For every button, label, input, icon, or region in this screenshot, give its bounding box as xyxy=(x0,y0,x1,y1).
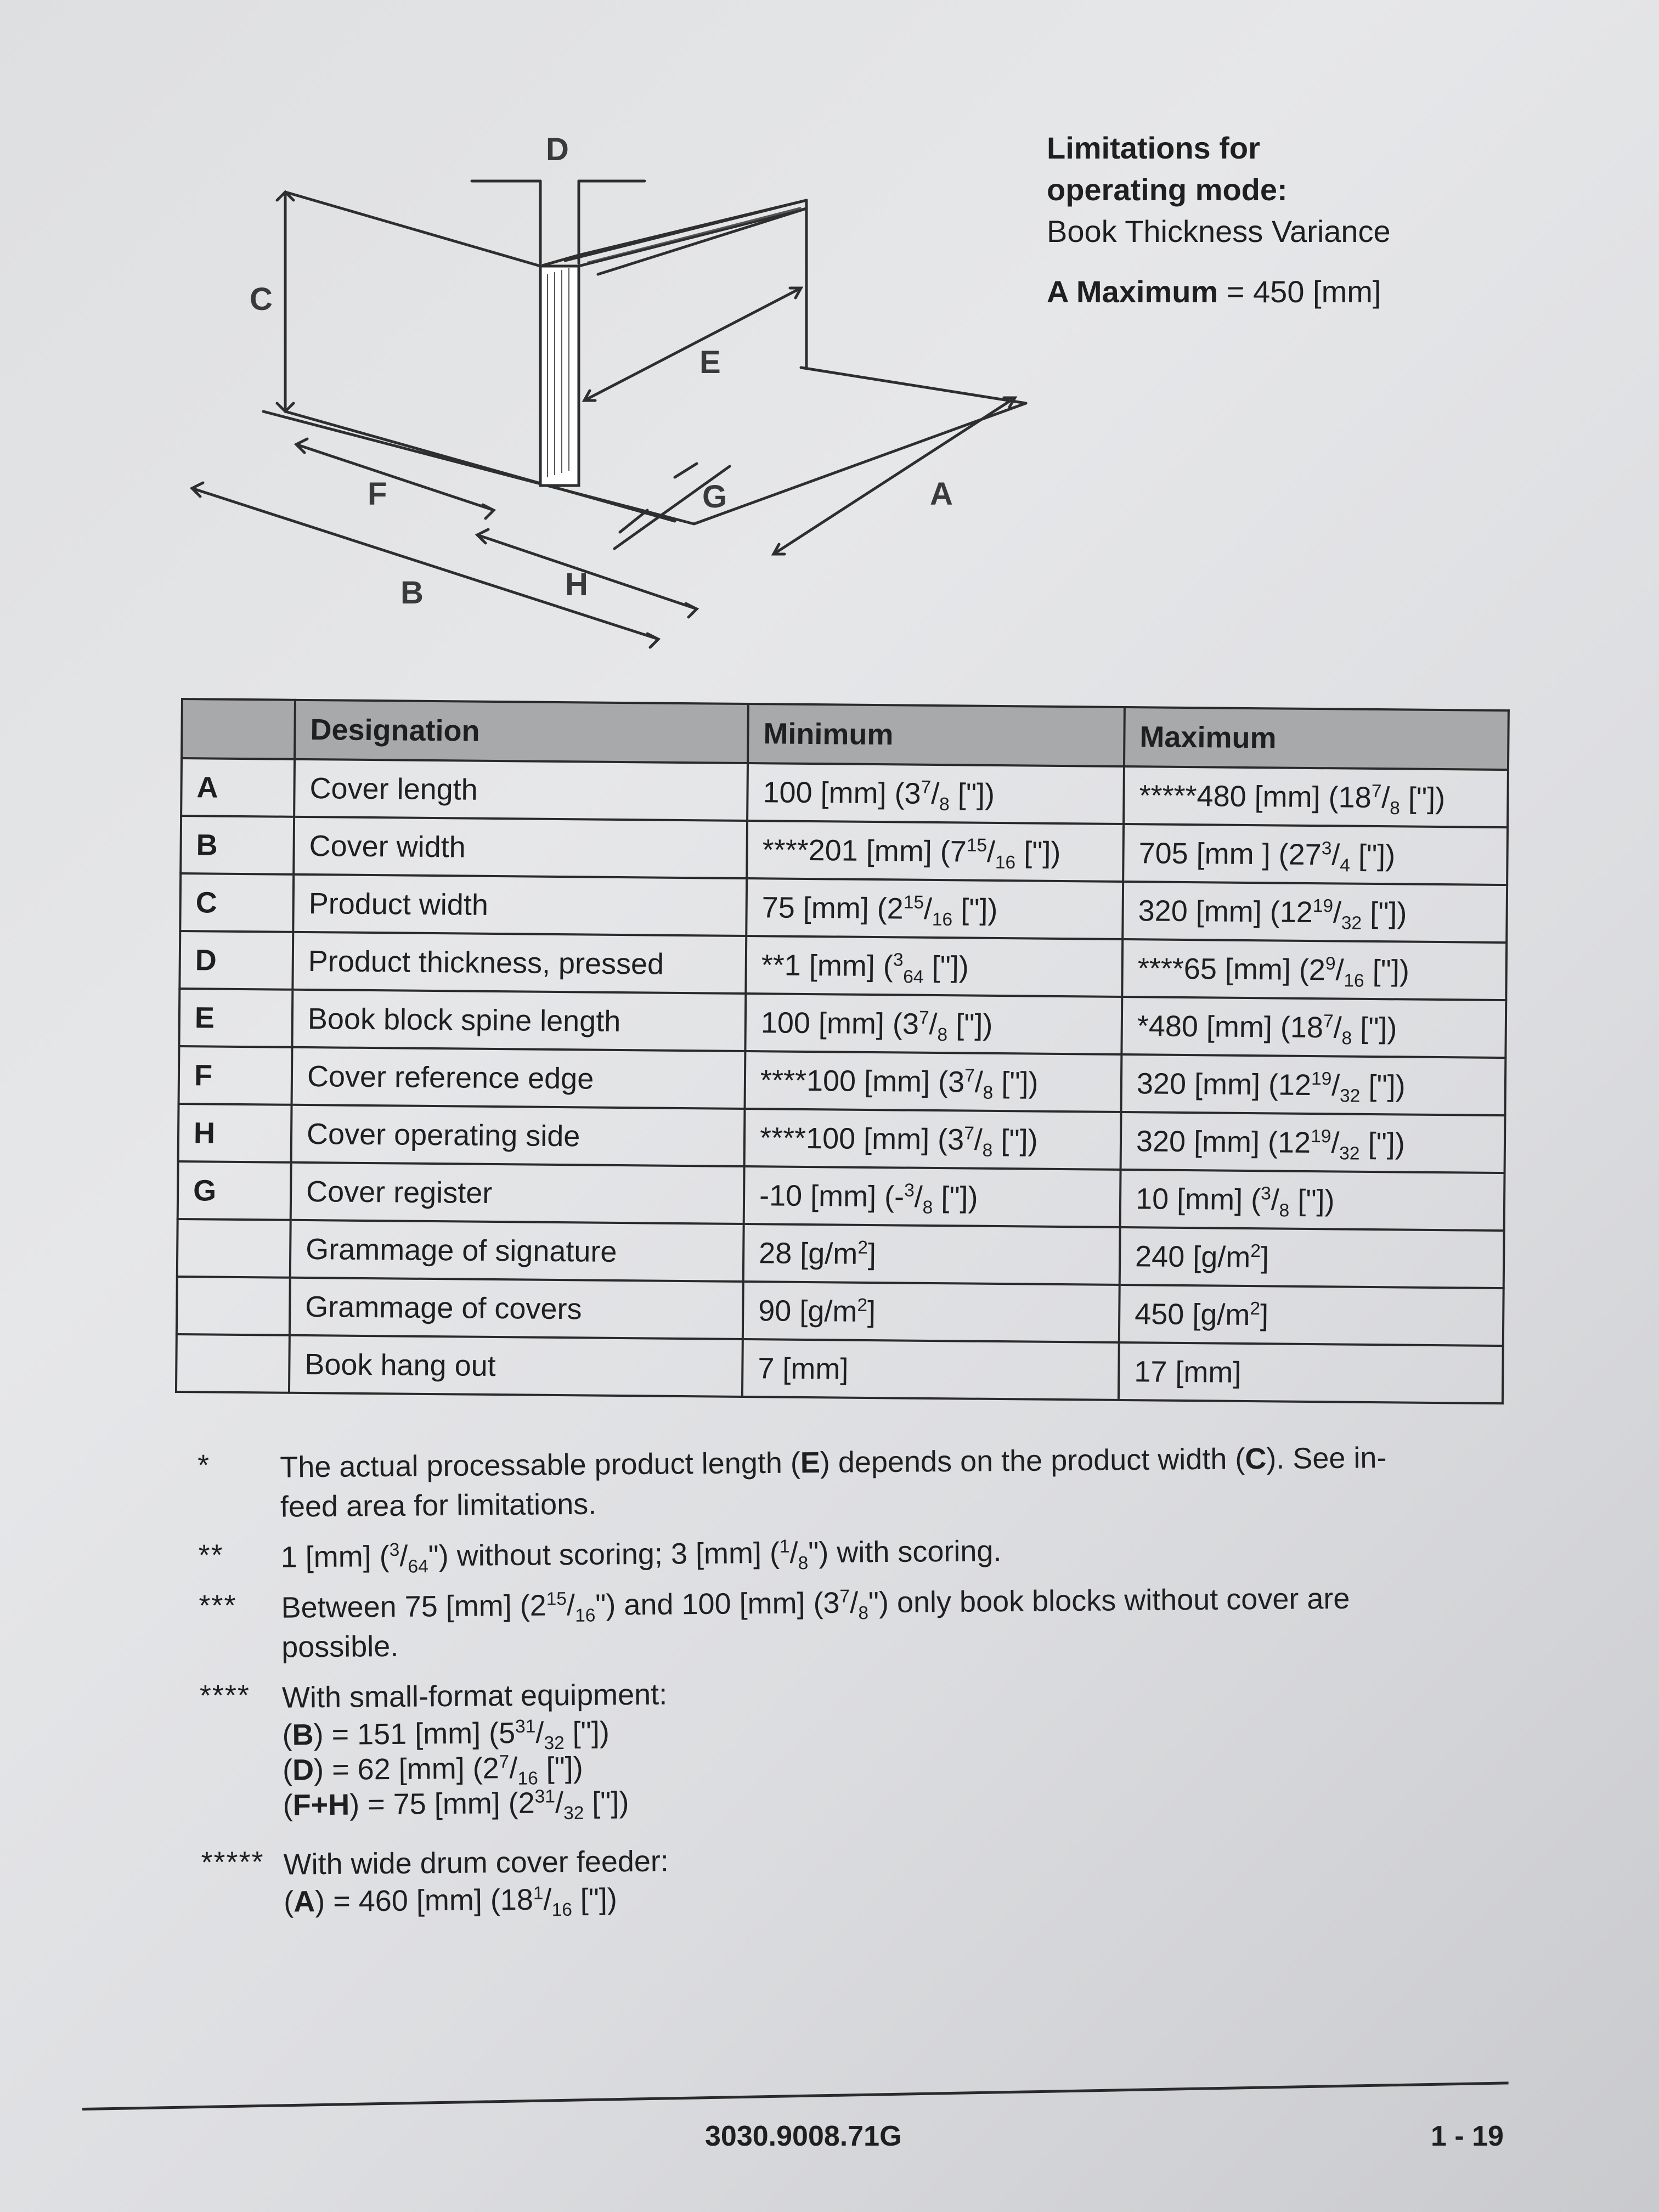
value-text: 90 [g/m xyxy=(758,1294,857,1328)
note-text: ["]) xyxy=(572,1882,618,1916)
footnote-5 xyxy=(201,1834,1518,1920)
note-text: ") and 100 [mm] (3 xyxy=(595,1586,840,1622)
note-text: ["]) xyxy=(583,1786,629,1819)
fraction-num: 3 xyxy=(904,1180,915,1201)
fraction-den: 8 xyxy=(937,1024,948,1045)
fraction-num: 31 xyxy=(534,1786,556,1807)
fraction-den: 8 xyxy=(798,1553,809,1574)
value-text: 28 [g/m xyxy=(758,1236,858,1271)
row-designation: Product width xyxy=(293,874,747,936)
fraction-slash: / xyxy=(1331,1126,1340,1159)
footnote-text xyxy=(281,1577,1516,1667)
value-text: ["]) xyxy=(1360,1069,1406,1103)
dimension-drawing xyxy=(181,126,1048,653)
footnote-text xyxy=(280,1437,1515,1527)
row-designation: Grammage of signature xyxy=(290,1220,744,1282)
fraction-slash: / xyxy=(930,777,940,810)
footnote-mark: ***** xyxy=(201,1845,264,1879)
footnote-2 xyxy=(198,1527,1515,1578)
value-text: ["]) xyxy=(923,950,969,984)
fraction-num: 3 xyxy=(1261,1183,1272,1204)
value-text: ["]) xyxy=(1362,896,1407,930)
label-a: A xyxy=(930,476,953,512)
row-minimum xyxy=(745,994,1122,1054)
row-key: D xyxy=(179,931,293,990)
fraction-num: 1 xyxy=(533,1883,544,1904)
fraction-den: 8 xyxy=(983,1082,994,1103)
value-text: **1 [mm] ( xyxy=(761,948,894,983)
document-number: 3030.9008.71G xyxy=(705,2120,902,2152)
header-minimum: Minimum xyxy=(748,704,1125,766)
footnote-3 xyxy=(199,1577,1516,1668)
value-text: 705 [mm ] (27 xyxy=(1138,836,1322,871)
fraction-num: 3 xyxy=(1321,838,1332,859)
fraction-num: 1 xyxy=(779,1536,790,1557)
row-maximum xyxy=(1119,1342,1503,1403)
value-text: ["]) xyxy=(952,892,998,926)
footnote-text xyxy=(282,1667,1517,1823)
fraction-den: 32 xyxy=(544,1733,565,1754)
value-text: *****480 [mm] (18 xyxy=(1139,778,1372,814)
row-designation: Cover reference edge xyxy=(292,1047,746,1109)
fraction-slash: / xyxy=(1333,895,1342,929)
note-text: ) = 460 [mm] (18 xyxy=(314,1883,534,1918)
fraction-slash: / xyxy=(535,1716,544,1750)
fraction-den: 16 xyxy=(995,852,1016,873)
row-maximum xyxy=(1121,1054,1505,1115)
footnote-mark: *** xyxy=(199,1589,237,1622)
row-key: F xyxy=(179,1046,292,1105)
fraction-num: 7 xyxy=(499,1752,510,1773)
fraction-num: 2 xyxy=(857,1295,868,1316)
note-text: ( xyxy=(282,1753,293,1787)
fraction-num: 15 xyxy=(966,835,988,856)
note-text: ) depends on the product width ( xyxy=(820,1442,1245,1480)
note-text: ") without scoring; 3 [mm] ( xyxy=(428,1536,780,1573)
header-designation: Designation xyxy=(295,700,748,763)
fraction-den: 16 xyxy=(517,1768,538,1789)
label-e: E xyxy=(699,345,721,380)
value-text: 100 [mm] (3 xyxy=(763,775,921,810)
fraction-slash: / xyxy=(1381,781,1390,814)
footnotes xyxy=(198,1437,1519,1931)
fraction-num: 19 xyxy=(1311,1126,1331,1147)
note-text: ["]) xyxy=(564,1716,610,1750)
row-maximum xyxy=(1119,1285,1504,1346)
value-text: ["]) xyxy=(1364,953,1410,988)
header-maximum: Maximum xyxy=(1124,707,1509,770)
row-key: C xyxy=(180,873,294,932)
row-key: A xyxy=(181,758,295,817)
row-minimum xyxy=(744,1166,1121,1227)
fraction-slash: / xyxy=(399,1539,408,1573)
note-intro: With small-format equipment: xyxy=(281,1678,668,1714)
note-text: Between 75 [mm] (2 xyxy=(281,1589,547,1624)
note-text: feed area for limitations. xyxy=(280,1487,597,1523)
fraction-den: 32 xyxy=(1339,1085,1361,1107)
fraction-den: 16 xyxy=(551,1899,573,1921)
row-designation: Cover width xyxy=(294,817,747,878)
value-text: ["]) xyxy=(947,1007,993,1041)
fraction-den: 8 xyxy=(922,1197,933,1218)
row-minimum xyxy=(747,763,1124,824)
row-key: E xyxy=(179,989,292,1047)
fraction-slash: / xyxy=(789,1536,798,1570)
note-text: possible. xyxy=(281,1629,399,1664)
value-text: ] xyxy=(1260,1298,1269,1331)
fraction-slash: / xyxy=(923,892,933,926)
footnote-4 xyxy=(200,1667,1517,1824)
fraction-slash: / xyxy=(986,835,996,868)
value-text: ["]) xyxy=(1289,1183,1335,1217)
value-text: 320 [mm] (12 xyxy=(1136,1066,1312,1102)
limitations-title-line2: operating mode: xyxy=(1047,172,1288,207)
row-key: B xyxy=(180,816,294,874)
fraction-num: 2 xyxy=(857,1237,868,1258)
a-maximum xyxy=(1047,271,1541,313)
row-maximum xyxy=(1123,824,1508,885)
fraction-den: 8 xyxy=(982,1140,993,1161)
row-designation: Grammage of covers xyxy=(290,1278,743,1339)
value-text: ] xyxy=(867,1237,877,1271)
value-text: 17 [mm] xyxy=(1134,1355,1242,1389)
note-key: B xyxy=(292,1718,314,1752)
fraction-slash: / xyxy=(914,1180,923,1214)
value-text: 450 [g/m xyxy=(1135,1297,1250,1331)
value-text: 320 [mm] (12 xyxy=(1138,894,1313,929)
value-text: *480 [mm] (18 xyxy=(1137,1009,1324,1044)
value-text: ["]) xyxy=(1400,781,1446,815)
value-text: ["]) xyxy=(1351,1011,1397,1045)
note-text: ") only book blocks without cover are xyxy=(868,1582,1350,1620)
row-maximum xyxy=(1121,1112,1505,1173)
value-text: ****65 [mm] (2 xyxy=(1137,951,1326,986)
fraction-num: 7 xyxy=(921,777,932,798)
row-maximum xyxy=(1122,882,1507,943)
fraction-den: 32 xyxy=(563,1803,584,1824)
row-maximum xyxy=(1124,766,1508,827)
footnote-text xyxy=(280,1527,1515,1577)
fraction-slash: / xyxy=(1333,1011,1342,1044)
footnote-mark: * xyxy=(198,1448,211,1482)
label-c: C xyxy=(250,281,273,317)
fraction-num: 3 xyxy=(893,949,904,970)
row-minimum xyxy=(743,1224,1120,1285)
fraction-num: 7 xyxy=(1371,781,1382,802)
note-key: C xyxy=(1245,1442,1267,1476)
row-minimum xyxy=(746,878,1123,939)
fraction-slash: / xyxy=(566,1589,575,1622)
limitations-panel xyxy=(1047,127,1541,313)
page-number: 1 - 19 xyxy=(1431,2120,1504,2152)
fraction-den: 16 xyxy=(932,909,953,930)
fraction-num: 7 xyxy=(918,1007,929,1028)
a-maximum-value: = 450 [mm] xyxy=(1218,274,1381,309)
table-body xyxy=(176,758,1508,1403)
value-text: 320 [mm] (12 xyxy=(1136,1124,1311,1159)
row-designation: Book block spine length xyxy=(292,990,746,1051)
row-minimum xyxy=(745,1051,1122,1112)
row-key: H xyxy=(178,1104,292,1163)
fraction-den: 8 xyxy=(858,1603,869,1624)
row-designation: Book hang out xyxy=(289,1335,743,1397)
fraction-num: 7 xyxy=(1323,1011,1334,1031)
table-header-row xyxy=(182,699,1509,770)
row-minimum xyxy=(742,1339,1119,1400)
value-text: ["]) xyxy=(992,1123,1038,1157)
value-text: -10 [mm] (- xyxy=(759,1178,905,1214)
value-text: 75 [mm] (2 xyxy=(761,890,904,926)
fraction-num: 7 xyxy=(964,1065,975,1086)
fraction-den: 8 xyxy=(1341,1028,1352,1048)
row-designation: Cover operating side xyxy=(291,1105,745,1166)
value-text: ["]) xyxy=(1359,1126,1406,1160)
book-dimensions-diagram xyxy=(181,126,1048,653)
a-maximum-label: A Maximum xyxy=(1047,274,1218,309)
fraction-num: 7 xyxy=(964,1122,975,1144)
fraction-slash: / xyxy=(974,1065,984,1099)
note-text: ) = 62 [mm] (2 xyxy=(313,1752,499,1787)
fraction-den: 64 xyxy=(408,1556,428,1577)
fraction-num: 3 xyxy=(389,1539,400,1560)
footnote-mark: **** xyxy=(199,1679,251,1712)
note-text: ) = 151 [mm] (5 xyxy=(313,1716,516,1752)
note-text: ). See in- xyxy=(1266,1441,1387,1475)
row-minimum xyxy=(747,821,1124,882)
row-maximum xyxy=(1120,1227,1504,1288)
fraction-slash: / xyxy=(974,1123,983,1156)
fraction-slash: / xyxy=(1335,953,1344,987)
footnote-1 xyxy=(198,1437,1515,1527)
value-text: ****100 [mm] (3 xyxy=(760,1063,965,1098)
value-text: 7 [mm] xyxy=(758,1351,849,1386)
fraction-slash: / xyxy=(1331,1068,1340,1102)
fraction-num: 15 xyxy=(546,1589,567,1610)
value-text: 100 [mm] (3 xyxy=(760,1006,919,1041)
note-text: ["]) xyxy=(538,1751,583,1785)
note-key: F+H xyxy=(292,1788,350,1822)
footnote-mark: ** xyxy=(198,1538,224,1572)
row-designation: Cover register xyxy=(291,1163,744,1224)
note-key: D xyxy=(292,1753,314,1787)
note-text: ( xyxy=(283,1788,293,1822)
label-b: B xyxy=(400,575,424,611)
fraction-slash: / xyxy=(555,1786,564,1820)
note-text: ) = 75 [mm] (2 xyxy=(349,1786,535,1821)
fraction-slash: / xyxy=(1271,1183,1280,1217)
fraction-num: 31 xyxy=(515,1716,536,1737)
footnote-text xyxy=(283,1834,1518,1920)
row-maximum xyxy=(1121,997,1506,1058)
row-designation: Cover length xyxy=(294,759,748,821)
note-intro: With wide drum cover feeder: xyxy=(283,1844,669,1881)
fraction-den: 4 xyxy=(1340,855,1350,876)
row-key xyxy=(177,1219,291,1278)
value-text: ] xyxy=(867,1295,876,1328)
fraction-slash: / xyxy=(543,1883,552,1916)
row-key: G xyxy=(178,1161,291,1220)
dimension-limits-table xyxy=(175,698,1510,1404)
row-minimum xyxy=(743,1282,1120,1342)
fraction-den: 8 xyxy=(1390,798,1400,819)
row-key xyxy=(177,1277,290,1335)
note-key: A xyxy=(293,1885,315,1918)
label-h: H xyxy=(565,567,588,602)
header-key xyxy=(182,699,295,759)
label-g: G xyxy=(702,479,727,515)
operating-mode: Book Thickness Variance xyxy=(1047,214,1391,249)
row-key xyxy=(176,1334,290,1393)
row-designation: Product thickness, pressed xyxy=(292,932,746,994)
note-key: E xyxy=(800,1446,821,1480)
fraction-slash: / xyxy=(509,1751,518,1785)
note-text: ") with scoring. xyxy=(808,1534,1002,1570)
value-text: ["]) xyxy=(1350,838,1396,872)
fraction-num: 9 xyxy=(1325,953,1336,974)
fraction-num: 2 xyxy=(1250,1298,1261,1319)
footer-rule xyxy=(82,2081,1509,2111)
row-minimum xyxy=(746,936,1122,997)
fraction-slash: / xyxy=(1331,838,1340,871)
fraction-slash: / xyxy=(929,1007,938,1041)
value-text: ****201 [mm] (7 xyxy=(762,833,967,868)
row-maximum xyxy=(1122,939,1506,1000)
value-text: ["]) xyxy=(1015,835,1061,869)
note-text: The actual processable product length ( xyxy=(280,1446,801,1484)
note-text: ( xyxy=(282,1718,292,1752)
fraction-den: 16 xyxy=(1344,970,1364,991)
fraction-slash: / xyxy=(849,1586,859,1620)
value-text: 240 [g/m xyxy=(1135,1239,1251,1274)
value-text: ["]) xyxy=(949,777,995,811)
value-text: 10 [mm] ( xyxy=(1135,1182,1261,1216)
limitations-title-line1: Limitations for xyxy=(1047,131,1260,165)
fraction-num: 19 xyxy=(1311,1068,1332,1089)
fraction-den: 32 xyxy=(1341,912,1362,934)
note-text: ( xyxy=(283,1885,294,1918)
fraction-den: 8 xyxy=(939,794,950,815)
fraction-den: 16 xyxy=(574,1605,596,1626)
note-text: 1 [mm] ( xyxy=(280,1539,390,1574)
fraction-den: 32 xyxy=(1339,1143,1360,1164)
value-text: ["]) xyxy=(933,1180,978,1214)
fraction-num: 19 xyxy=(1312,895,1334,916)
label-f: F xyxy=(368,476,387,512)
fraction-num: 15 xyxy=(903,892,924,913)
value-text: ****100 [mm] (3 xyxy=(759,1121,964,1156)
fraction-num: 2 xyxy=(1250,1240,1261,1261)
fraction-den: 8 xyxy=(1279,1200,1290,1221)
fraction-den: 64 xyxy=(903,966,924,988)
label-d: D xyxy=(546,132,569,167)
table-row xyxy=(176,1334,1503,1403)
value-text: ["]) xyxy=(993,1065,1039,1099)
fraction-num: 7 xyxy=(839,1586,850,1607)
row-minimum xyxy=(744,1109,1121,1170)
row-maximum xyxy=(1120,1170,1505,1231)
value-text: ] xyxy=(1260,1240,1269,1274)
